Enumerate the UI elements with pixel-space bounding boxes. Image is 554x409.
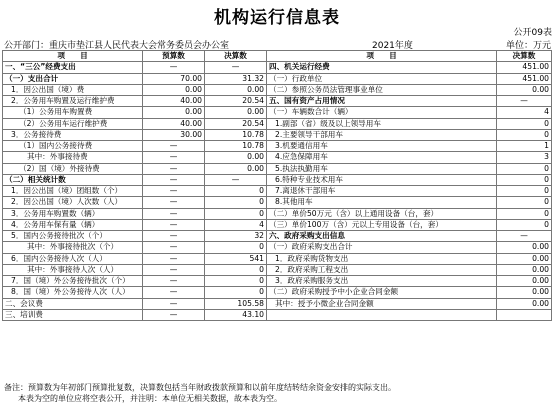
row-final-left: 0 — [205, 242, 267, 253]
row-item-right: （二）单价50万元（含）以上通用设备（台，套） — [267, 208, 497, 219]
row-final-right: 0.00 — [497, 242, 552, 253]
year-label: 2021年度 — [372, 41, 413, 51]
row-item-left: （二）相关统计数 — [3, 174, 143, 185]
row-item-left: 8．国（境）外公务接待人次（人） — [3, 287, 143, 298]
row-item-right: 1．政府采购货物支出 — [267, 253, 497, 264]
table-row — [3, 197, 552, 208]
row-item-left: 其中：外事接待费 — [3, 152, 143, 163]
row-final-right: 0 — [497, 208, 552, 219]
row-item-left: （1）国内公务接待费 — [3, 141, 143, 152]
row-item-right: 2．政府采购工程支出 — [267, 264, 497, 275]
table-row — [3, 163, 552, 174]
table-row — [3, 129, 552, 140]
header-final-right: 决算数 — [497, 51, 552, 62]
row-item-left: 3．公务用车购置数（辆） — [3, 208, 143, 219]
table-header-row — [3, 51, 552, 62]
row-budget: — — [143, 152, 205, 163]
row-final-right: 0.00 — [497, 253, 552, 264]
row-budget: 0.00 — [143, 107, 205, 118]
row-item-left: （一）支出合计 — [3, 73, 143, 84]
row-budget: — — [143, 208, 205, 219]
note-line-2: 本表为空的单位应将空表公开，并注明：本单位无相关数据，故本表为空。 — [18, 394, 282, 403]
row-item-left: （2）国（境）外接待费 — [3, 163, 143, 174]
header-final-left: 决算数 — [205, 51, 267, 62]
row-item-right: 8.其他用车 — [267, 197, 497, 208]
row-item-right: 2.主要领导干部用车 — [267, 129, 497, 140]
row-final-left: 0 — [205, 197, 267, 208]
row-item-left: 2．因公出国（境）人次数（人） — [3, 197, 143, 208]
row-item-left: 2．公务用车购置及运行维护费 — [3, 96, 143, 107]
row-final-left: 10.78 — [205, 129, 267, 140]
row-final-right: 0 — [497, 129, 552, 140]
row-final-right: 0.00 — [497, 84, 552, 95]
row-item-left: 其中：外事接待批次（个） — [3, 242, 143, 253]
row-final-right: 451.00 — [497, 73, 552, 84]
row-item-right: 3.机要通信用车 — [267, 141, 497, 152]
row-budget: — — [143, 264, 205, 275]
table-row — [3, 186, 552, 197]
table-row — [3, 107, 552, 118]
row-item-left: 二、会议费 — [3, 298, 143, 309]
row-final-right: 0 — [497, 219, 552, 230]
table-row — [3, 219, 552, 230]
row-final-left: 0.00 — [205, 84, 267, 95]
row-item-left: 6．国内公务接待人次（人） — [3, 253, 143, 264]
row-final-left: 0.00 — [205, 107, 267, 118]
row-final-right: — — [497, 96, 552, 107]
row-item-left: 5．国内公务接待批次（个） — [3, 231, 143, 242]
header-item-left: 项 目 — [3, 51, 143, 62]
row-final-right: 451.00 — [497, 62, 552, 73]
row-item-right: 四、机关运行经费 — [267, 62, 497, 73]
institution-operation-table — [2, 50, 552, 321]
row-budget: — — [143, 219, 205, 230]
table-row — [3, 242, 552, 253]
unit-label: 单位：万元 — [505, 41, 551, 51]
row-item-right: （一）行政单位 — [267, 73, 497, 84]
row-final-right: 0 — [497, 186, 552, 197]
row-budget: 70.00 — [143, 73, 205, 84]
row-item-left: （1）公务用车购置费 — [3, 107, 143, 118]
row-item-left: 1．因公出国（境）费 — [3, 84, 143, 95]
row-final-left: 4 — [205, 219, 267, 230]
row-item-right: 7.离退休干部用车 — [267, 186, 497, 197]
row-item-right: 4.应急保障用车 — [267, 152, 497, 163]
table-row — [3, 264, 552, 275]
row-final-left: 20.54 — [205, 118, 267, 129]
row-budget: — — [143, 287, 205, 298]
row-item-left: 1．因公出国（境）团组数（个） — [3, 186, 143, 197]
row-final-left: 20.54 — [205, 96, 267, 107]
row-final-left: 10.78 — [205, 141, 267, 152]
table-row — [3, 276, 552, 287]
row-item-left: 一、“三公”经费支出 — [3, 62, 143, 73]
row-budget: 0.00 — [143, 84, 205, 95]
row-budget: — — [143, 242, 205, 253]
row-budget: 40.00 — [143, 118, 205, 129]
row-item-right: 1.副部（省）级及以上领导用车 — [267, 118, 497, 129]
row-budget: — — [143, 141, 205, 152]
row-item-right: （一）政府采购支出合计 — [267, 242, 497, 253]
table-row — [3, 208, 552, 219]
table-row — [3, 96, 552, 107]
row-final-left: — — [205, 174, 267, 185]
row-item-left: 3．公务接待费 — [3, 129, 143, 140]
table-row — [3, 287, 552, 298]
row-final-left: 0 — [205, 276, 267, 287]
row-budget: — — [143, 309, 205, 320]
row-item-left: （2）公务用车运行维护费 — [3, 118, 143, 129]
row-budget: — — [143, 186, 205, 197]
table-row — [3, 73, 552, 84]
table-row — [3, 152, 552, 163]
table-row — [3, 309, 552, 320]
row-final-right: 0.00 — [497, 298, 552, 309]
row-final-right: 1 — [497, 141, 552, 152]
row-budget: 40.00 — [143, 96, 205, 107]
table-row — [3, 298, 552, 309]
row-budget: 30.00 — [143, 129, 205, 140]
row-final-left: 31.32 — [205, 73, 267, 84]
row-final-left: 0 — [205, 186, 267, 197]
form-number: 公开09表 — [513, 28, 552, 38]
header-item-right: 项 目 — [267, 51, 497, 62]
row-final-right: 0 — [497, 174, 552, 185]
note-line-1: 备注：预算数为年初部门预算批复数，决算数包括当年财政拨款预算和以前年度结转结余资金安排的实际支出。 — [4, 383, 396, 392]
row-final-right: 4 — [497, 107, 552, 118]
table-notes — [4, 382, 552, 404]
row-item-right: （一）车辆数合计（辆） — [267, 107, 497, 118]
row-item-right: （三）单价100万（含）元以上专用设备（台，套） — [267, 219, 497, 230]
page-title: 机构运行信息表 — [214, 8, 340, 28]
table-row — [3, 141, 552, 152]
row-budget: — — [143, 163, 205, 174]
row-budget: — — [143, 253, 205, 264]
row-item-right: （二）政府采购授予中小企业合同金额 — [267, 287, 497, 298]
row-final-right: 0 — [497, 197, 552, 208]
row-final-left: 0.00 — [205, 152, 267, 163]
table-row — [3, 62, 552, 73]
row-item-left: 三、培训费 — [3, 309, 143, 320]
table-row — [3, 253, 552, 264]
row-final-right: 3 — [497, 152, 552, 163]
row-item-right: 五、国有资产占用情况 — [267, 96, 497, 107]
row-final-right: 0 — [497, 118, 552, 129]
row-final-left: 0.00 — [205, 163, 267, 174]
row-item-right — [267, 309, 497, 320]
row-final-left: — — [205, 62, 267, 73]
row-final-right: 0.00 — [497, 287, 552, 298]
table-row — [3, 118, 552, 129]
row-budget: — — [143, 197, 205, 208]
table-row — [3, 174, 552, 185]
department-label: 公开部门：重庆市垫江县人民代表大会常务委员会办公室 — [4, 41, 230, 51]
row-final-left: 541 — [205, 253, 267, 264]
row-final-left: 0 — [205, 264, 267, 275]
row-final-left: 32 — [205, 231, 267, 242]
table-row — [3, 231, 552, 242]
row-item-right: 3．政府采购服务支出 — [267, 276, 497, 287]
row-final-left: 0 — [205, 208, 267, 219]
row-final-left: 0 — [205, 287, 267, 298]
row-final-right: 0 — [497, 163, 552, 174]
row-item-left: 7．国（境）外公务接待批次（个） — [3, 276, 143, 287]
row-budget: — — [143, 174, 205, 185]
row-final-right: 0.00 — [497, 264, 552, 275]
row-item-right: 其中：授予小微企业合同金额 — [267, 298, 497, 309]
row-item-left: 其中：外事接待人次（人） — [3, 264, 143, 275]
table-row — [3, 84, 552, 95]
row-item-right: 6.特种专业技术用车 — [267, 174, 497, 185]
row-item-right: 六、政府采购支出信息 — [267, 231, 497, 242]
row-item-left: 4．公务用车保有量（辆） — [3, 219, 143, 230]
row-budget: — — [143, 298, 205, 309]
row-final-left: 43.10 — [205, 309, 267, 320]
row-item-right: （二）参照公务员法管理事业单位 — [267, 84, 497, 95]
row-final-right — [497, 309, 552, 320]
header-budget: 预算数 — [143, 51, 205, 62]
row-budget: — — [143, 276, 205, 287]
row-budget: — — [143, 62, 205, 73]
row-final-left: 105.58 — [205, 298, 267, 309]
row-final-right: — — [497, 231, 552, 242]
row-item-right: 5.执法执勤用车 — [267, 163, 497, 174]
row-final-right: 0.00 — [497, 276, 552, 287]
row-budget: — — [143, 231, 205, 242]
